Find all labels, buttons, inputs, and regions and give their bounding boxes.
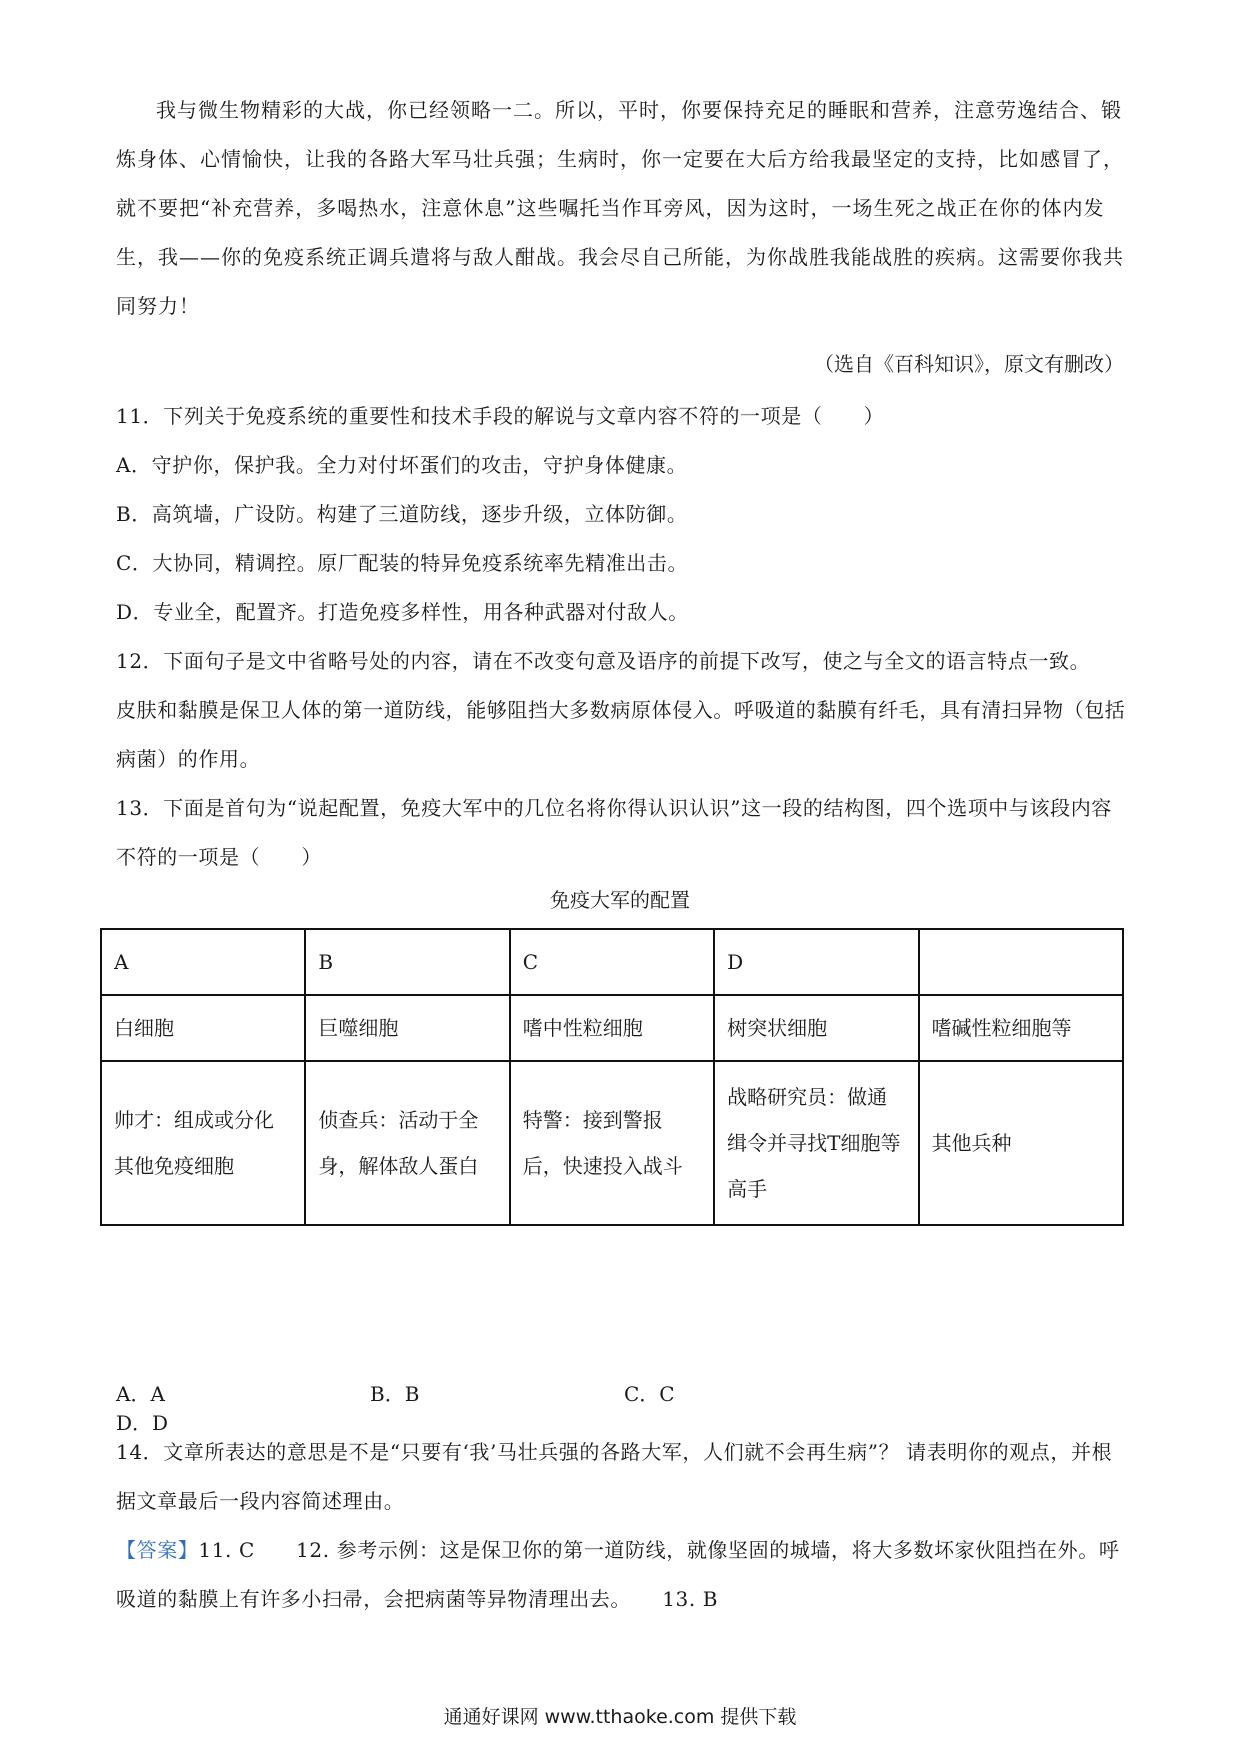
- table-cell: 侦查兵：活动于全身，解体敌人蛋白: [305, 1061, 509, 1225]
- q11-stem: 11．下列关于免疫系统的重要性和技术手段的解说与文章内容不符的一项是（ ）: [116, 404, 885, 428]
- q11-option-a: A．守护你，保护我。全力对付坏蛋们的攻击，守护身体健康。: [116, 453, 688, 477]
- q13-option-d: D．D: [116, 1411, 169, 1435]
- q13-stem: 13．下面是首句为“说起配置，免疫大军中的几位名将你得认识认识”这一段的结构图，四个选项中与该段内容不符的一项是（ ）: [116, 796, 1112, 869]
- answer-block: [116, 1526, 1126, 1624]
- table-cell: A: [101, 929, 305, 995]
- answer-tag: 【答案】: [116, 1538, 199, 1562]
- table-row-roles: [101, 1061, 1123, 1225]
- table-cell: 其他兵种: [919, 1061, 1123, 1225]
- q13-option-c: C．C: [624, 1382, 675, 1406]
- table-cell: 树突状细胞: [714, 995, 918, 1061]
- table-caption: 免疫大军的配置: [550, 888, 690, 912]
- q14-stem: 14．文章所表达的意思是不是“只要有‘我’马壮兵强的各路大军，人们就不会再生病”？ 请表明你的观点，并根据文章最后一段内容简述理由。: [116, 1440, 1113, 1513]
- footer-text: 通通好课网 www.tthaoke.com 提供下载: [443, 1706, 797, 1728]
- table-cell: B: [305, 929, 509, 995]
- table-cell: D: [714, 929, 918, 995]
- table-cell: 嗜中性粒细胞: [510, 995, 714, 1061]
- q11-option-c: C．大协同，精调控。原厂配装的特异免疫系统率先精准出击。: [116, 551, 689, 575]
- immune-config-table: [100, 928, 1124, 1226]
- table-row-letters: [101, 929, 1123, 995]
- q11-option-b: B．高筑墙，广设防。构建了三道防线，逐步升级，立体防御。: [116, 502, 688, 526]
- table-cell: 巨噬细胞: [305, 995, 509, 1061]
- q13-option-a: A．A: [116, 1382, 165, 1406]
- table-cell: [919, 929, 1123, 995]
- q13-option-b: B．B: [370, 1382, 420, 1406]
- q12-stem: 12．下面句子是文中省略号处的内容，请在不改变句意及语序的前提下改写，使之与全文的语言特点一致。: [116, 649, 1091, 673]
- answer-text: 11. C 12. 参考示例：这是保卫你的第一道防线，就像坚固的城墙，将大多数坏家伙阻挡在外。呼吸道的黏膜上有许多小扫帚，会把病菌等异物清理出去。 13. B: [116, 1538, 1120, 1611]
- table-cell: C: [510, 929, 714, 995]
- intro-paragraph: 我与微生物精彩的大战，你已经领略一二。所以，平时，你要保持充足的睡眠和营养，注意劳逸结合、锻炼身体、心情愉快，让我的各路大军马壮兵强；生病时，你一定要在大后方给我最坚定的支持，比如感冒了，就不要把“补充营养，多喝热水，注意休息”这些嘱托当作耳旁风，因为这时，一场生死之战正在你的体内发生，我——你的免疫系统正调兵遣将与敌人酣战。我会尽自己所能，为你战胜我能战胜的疾病。这需要你我共同努力！: [116, 98, 1124, 318]
- table-row-cells: [101, 995, 1123, 1061]
- q11-option-d: D．专业全，配置齐。打造免疫多样性，用各种武器对付敌人。: [116, 600, 689, 624]
- source-note: （选自《百科知识》，原文有删改）: [814, 352, 1124, 376]
- q12-sentence: 皮肤和黏膜是保卫人体的第一道防线，能够阻挡大多数病原体侵入。呼吸道的黏膜有纤毛，具有清扫异物（包括病菌）的作用。: [116, 698, 1126, 771]
- table-cell: 特警：接到警报后，快速投入战斗: [510, 1061, 714, 1225]
- table-cell: 白细胞: [101, 995, 305, 1061]
- table-cell: 战略研究员：做通缉令并寻找T细胞等高手: [714, 1061, 918, 1225]
- table-cell: 嗜碱性粒细胞等: [919, 995, 1123, 1061]
- table-cell: 帅才：组成或分化其他免疫细胞: [101, 1061, 305, 1225]
